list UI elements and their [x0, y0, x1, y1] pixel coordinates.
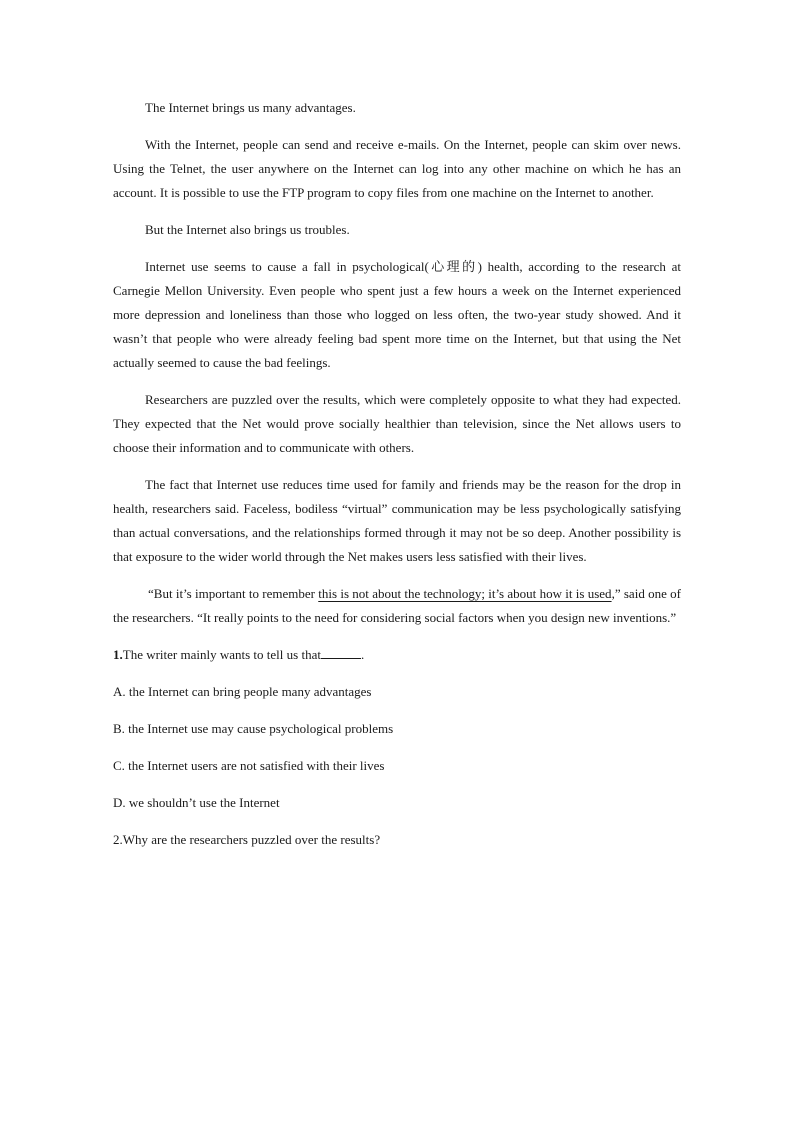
option-c: C. the Internet users are not satisfied with their lives — [113, 758, 385, 773]
option-d: D. we shouldn’t use the Internet — [113, 795, 280, 810]
paragraph-3: But the Internet also brings us troubles. — [145, 222, 350, 237]
paragraph-4: Internet use seems to cause a fall in psychological(心理的) health, according to the research at Carnegie Mellon University. Even people who spent just a few hours a week on the Internet experienced more depression and loneliness than those who logged on less often, the two-year study showed. And it wasn’t that people who were already feeling bad spent more time on the Internet, but that using the Net actually seemed to cause the bad feelings. — [113, 259, 681, 370]
question-stem: Why are the researchers puzzled over the results? — [122, 832, 381, 847]
question-2 — [113, 828, 681, 852]
question-number: 1. — [113, 647, 123, 662]
paragraph-6: The fact that Internet use reduces time used for family and friends may be the reason for the drop in health, researchers said. Faceless, bodiless “virtual” communication may be less psychologically satisfying than actual conversations, and the relationships formed through it may not be so deep. Another possibility is that exposure to the wider world through the Net makes users less satisfied with their lives. — [113, 477, 681, 564]
option-b: B. the Internet use may cause psychological problems — [113, 721, 394, 736]
paragraph-2: With the Internet, people can send and receive e-mails. On the Internet, people can skim over news. Using the Telnet, the user anywhere on the Internet can log into any other machine on which he has an account. It is possible to use the FTP program to copy files from one machine on the Internet to another. — [113, 137, 681, 200]
quote-after: ,” said one of the researchers. “It really points to the need for considering social factors when you design new inventions.” — [113, 586, 681, 625]
answer-blank — [321, 645, 361, 659]
paragraph-1: The Internet brings us many advantages. — [145, 100, 356, 115]
question-number: 2. — [113, 832, 123, 847]
paragraph-7 — [113, 582, 681, 630]
option-a: A. the Internet can bring people many advantages — [113, 684, 372, 699]
paragraph-5: Researchers are puzzled over the results, which were completely opposite to what they had expected. They expected that the Net would prove socially healthier than television, since the Net allows users to choose their information and to communicate with others. — [113, 392, 681, 455]
question-stem: The writer mainly wants to tell us that — [122, 647, 321, 662]
quote-before: “But it’s important to remember — [148, 586, 319, 601]
question-stem-end: . — [360, 647, 365, 662]
document-page — [113, 96, 681, 865]
underlined-phrase: this is not about the technology; it’s about how it is used — [318, 586, 612, 601]
question-1 — [113, 643, 681, 667]
